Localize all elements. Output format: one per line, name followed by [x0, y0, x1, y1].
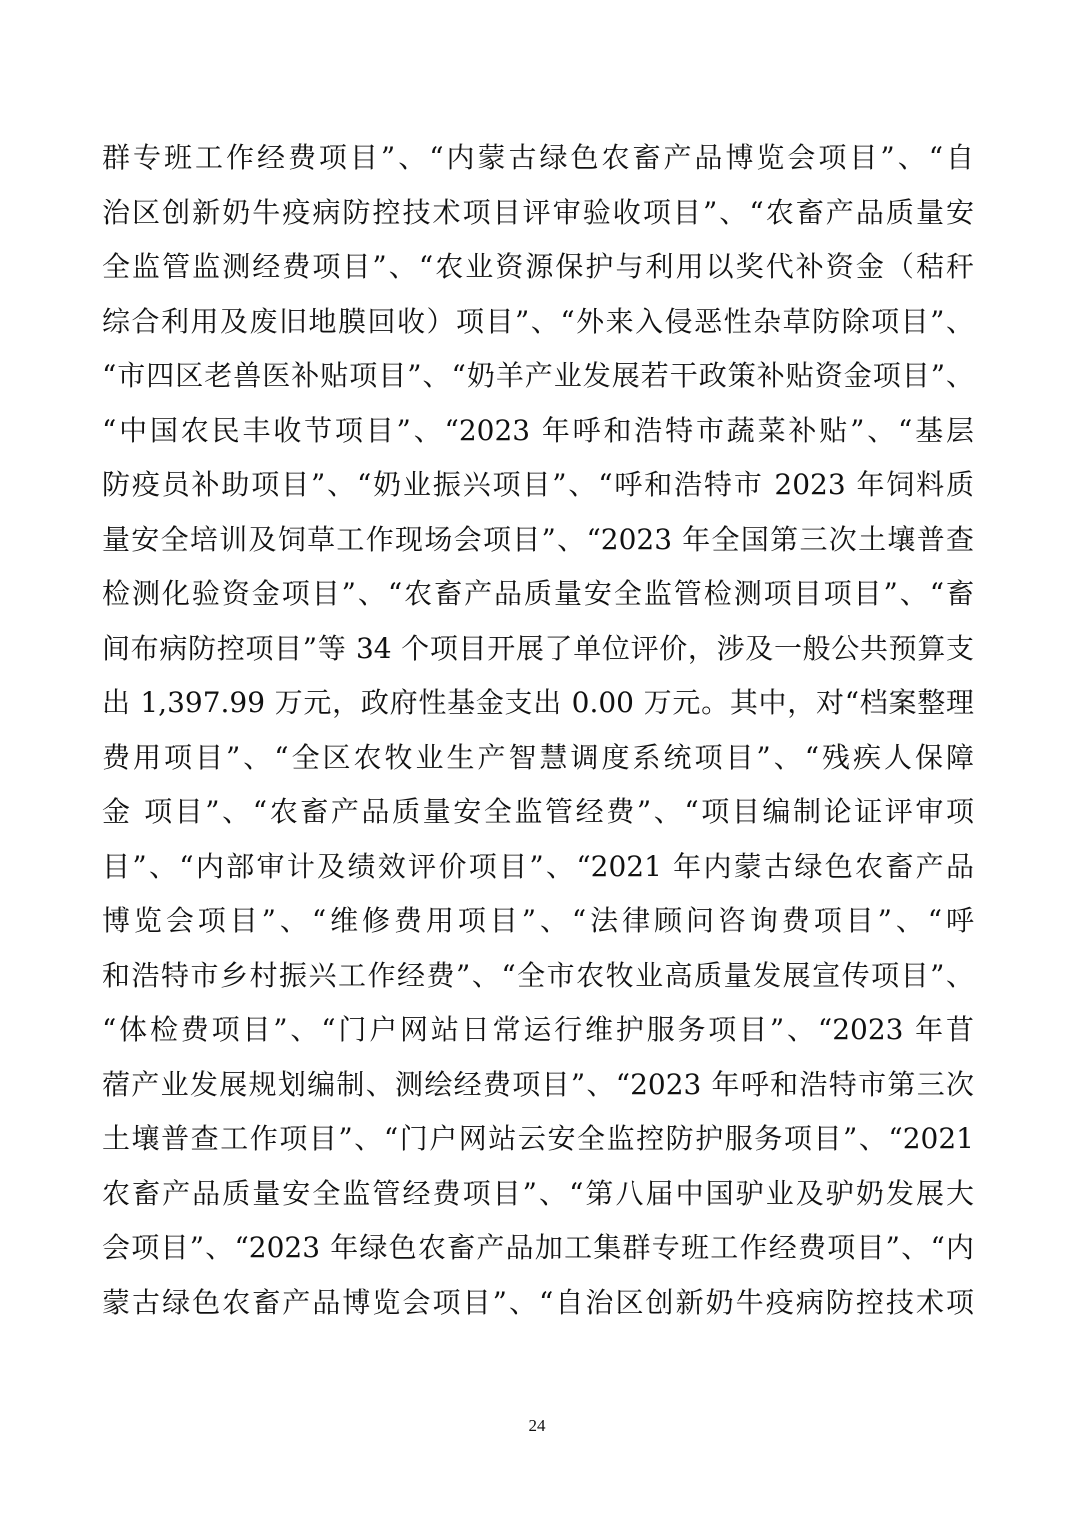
- text-line: “中国农民丰收节项目”、“2023 年呼和浩特市蔬菜补贴”、“基层: [102, 413, 974, 447]
- text-line: 全监管监测经费项目”、“农业资源保护与利用以奖代补资金（秸秆: [102, 250, 974, 283]
- text-line: 会项目”、“2023 年绿色农畜产品加工集群专班工作经费项目”、“内: [102, 1231, 974, 1264]
- text-line: “体检费项目”、“门户网站日常运行维护服务项目”、“2023 年苜: [102, 1013, 974, 1046]
- text-line: 蓿产业发展规划编制、测绘经费项目”、“2023 年呼和浩特市第三次: [102, 1067, 974, 1101]
- text-line: 土壤普查工作项目”、“门户网站云安全监控防护服务项目”、“2021: [102, 1122, 974, 1155]
- text-line: 农畜产品质量安全监管经费项目”、“第八届中国驴业及驴奶发展大: [102, 1176, 974, 1210]
- body-paragraph: [102, 131, 974, 1330]
- text-line: 群专班工作经费项目”、“内蒙古绿色农畜产品博览会项目”、“自: [102, 141, 974, 174]
- text-line: 费用项目”、“全区农牧业生产智慧调度系统项目”、“残疾人保障: [102, 740, 974, 774]
- text-line: 金 项目”、“农畜产品质量安全监管经费”、“项目编制论证评审项: [102, 795, 974, 828]
- text-line: 出 1,397.99 万元，政府性基金支出 0.00 万元。其中，对“档案整理: [102, 686, 974, 719]
- page-number: 24: [528, 1416, 546, 1435]
- text-line: 和浩特市乡村振兴工作经费”、“全市农牧业高质量发展宣传项目”、: [102, 958, 974, 992]
- text-line: 量安全培训及饲草工作现场会项目”、“2023 年全国第三次土壤普查: [102, 522, 974, 556]
- text-line: 博览会项目”、“维修费用项目”、“法律顾问咨询费项目”、“呼: [102, 904, 974, 937]
- text-line: 防疫员补助项目”、“奶业振兴项目”、“呼和浩特市 2023 年饲料质: [102, 468, 974, 501]
- text-line: 目”、“内部审计及绩效评价项目”、“2021 年内蒙古绿色农畜产品: [102, 849, 974, 883]
- text-line: 检测化验资金项目”、“农畜产品质量安全监管检测项目项目”、“畜: [102, 577, 974, 610]
- text-line: “市四区老兽医补贴项目”、“奶羊产业发展若干政策补贴资金项目”、: [102, 359, 974, 392]
- text-line: 蒙古绿色农畜产品博览会项目”、“自治区创新奶牛疫病防控技术项: [102, 1285, 974, 1319]
- text-line: 间布病防控项目”等 34 个项目开展了单位评价，涉及一般公共预算支: [102, 631, 974, 665]
- text-line: 综合利用及废旧地膜回收）项目”、“外来入侵恶性杂草防除项目”、: [102, 304, 974, 338]
- text-line: 治区创新奶牛疫病防控技术项目评审验收项目”、“农畜产品质量安: [102, 195, 974, 229]
